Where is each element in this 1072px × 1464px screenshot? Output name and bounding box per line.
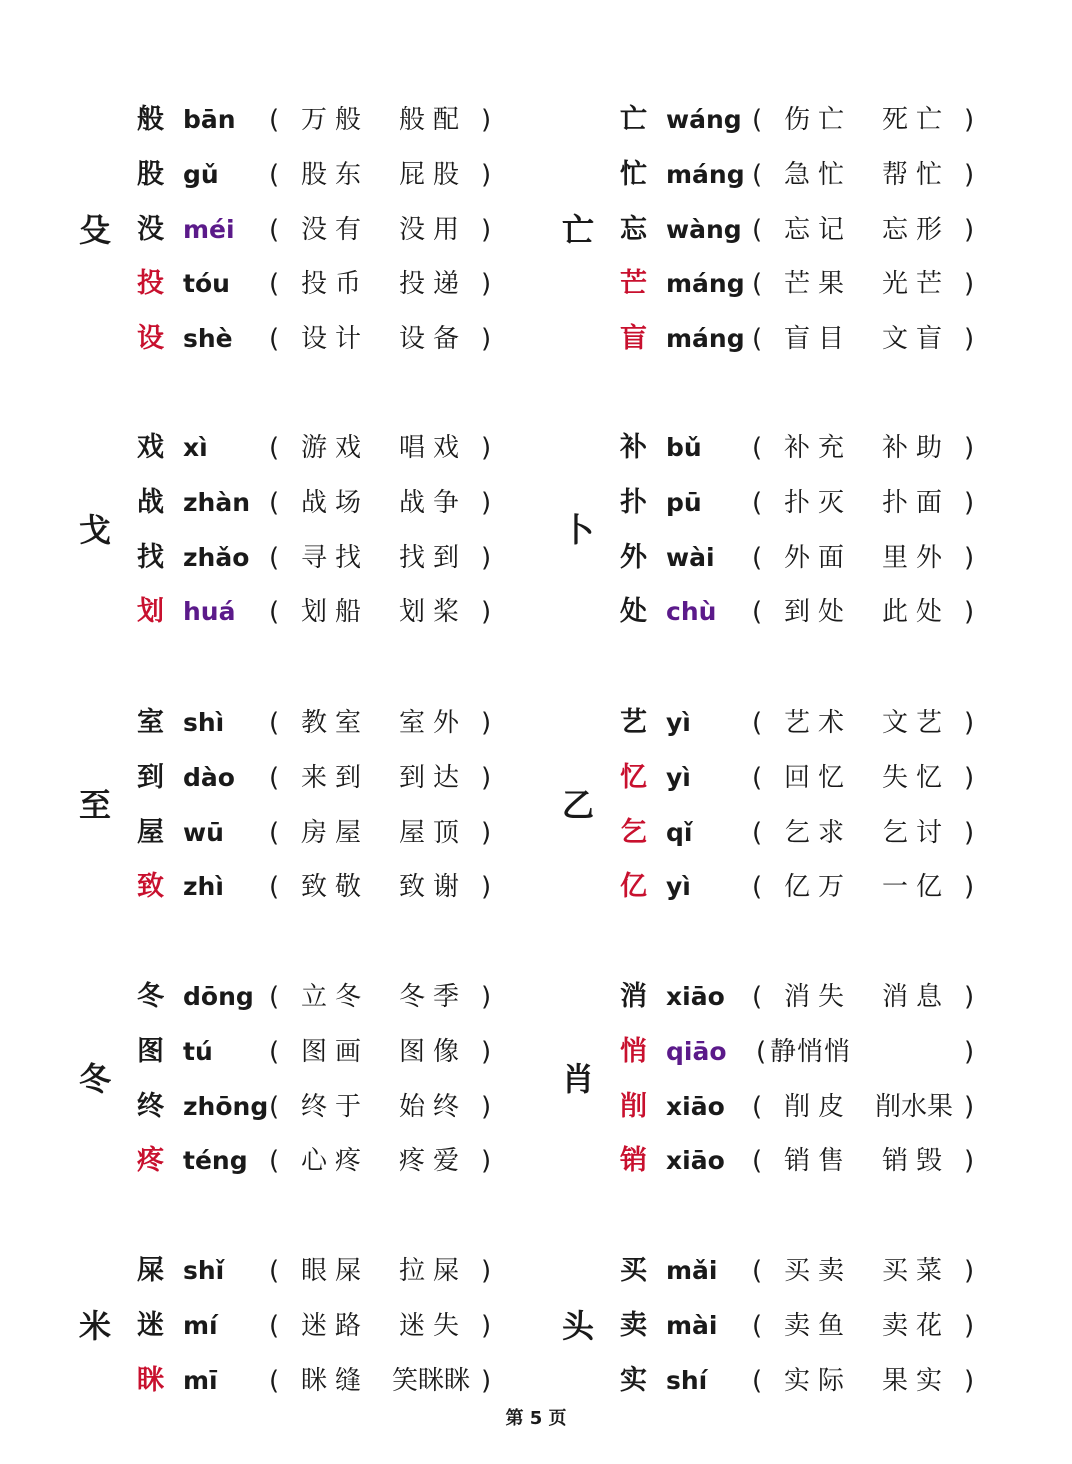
close-paren: ) (964, 597, 975, 628)
word-2: 笑眯眯 (392, 1365, 471, 1396)
pinyin: xiāo (666, 982, 725, 1011)
word-1: 投币 (301, 269, 370, 300)
character: 消 (620, 981, 647, 1012)
character: 扑 (620, 486, 647, 518)
close-paren: ) (481, 762, 492, 793)
character: 划 (137, 596, 164, 628)
pinyin: xiāo (666, 1146, 725, 1176)
open-paren: ( (269, 1365, 280, 1396)
word-2: 冬季 (399, 982, 468, 1012)
open-paren: ( (756, 1036, 767, 1067)
pinyin: pū (666, 487, 702, 517)
pinyin: wáng (666, 105, 742, 134)
word-2: 忘形 (882, 214, 951, 245)
word-1: 急忙 (784, 159, 853, 190)
word-1: 眼屎 (301, 1256, 370, 1286)
close-paren: ) (964, 542, 975, 573)
character: 卖 (620, 1309, 647, 1341)
close-paren: ) (481, 159, 492, 190)
close-paren: ) (964, 1036, 975, 1067)
word-1: 划船 (301, 597, 370, 628)
open-paren: ( (269, 542, 280, 573)
open-paren: ( (269, 324, 280, 355)
word-row (137, 1087, 517, 1127)
word-1: 回忆 (784, 762, 853, 793)
pinyin: mǎi (666, 1256, 718, 1285)
open-paren: ( (752, 542, 763, 573)
open-paren: ( (269, 105, 280, 135)
open-paren: ( (269, 1146, 280, 1177)
word-1: 游戏 (301, 433, 370, 463)
pinyin: tóu (183, 269, 230, 299)
close-paren: ) (964, 708, 975, 738)
pinyin: mài (666, 1310, 718, 1340)
close-paren: ) (964, 159, 975, 190)
pinyin: téng (183, 1146, 248, 1176)
pinyin: gǔ (183, 159, 219, 189)
word-2: 死亡 (882, 105, 951, 135)
open-paren: ( (269, 1091, 280, 1122)
word-2: 迷失 (399, 1310, 468, 1341)
word-row (620, 813, 1000, 853)
pinyin: zhǎo (183, 542, 250, 572)
character: 冬 (137, 981, 164, 1012)
character: 盲 (620, 323, 647, 355)
word-row (137, 867, 517, 907)
character: 找 (137, 541, 164, 573)
pinyin: wàng (666, 214, 742, 244)
open-paren: ( (752, 487, 763, 518)
word-row (620, 703, 1000, 743)
open-paren: ( (752, 433, 763, 463)
character: 致 (137, 871, 164, 903)
word-2: 划桨 (399, 597, 468, 628)
close-paren: ) (481, 1310, 492, 1341)
close-paren: ) (964, 105, 975, 135)
pinyin: zhōng (183, 1091, 269, 1121)
word-2: 般配 (399, 105, 468, 135)
word-row (137, 1141, 517, 1181)
word-1: 立冬 (301, 982, 370, 1012)
word-2: 文艺 (882, 708, 951, 738)
close-paren: ) (481, 597, 492, 628)
word-row (620, 867, 1000, 907)
word-row (620, 1032, 1000, 1072)
word-row (137, 813, 517, 853)
radical-char: 戈 (79, 511, 112, 550)
close-paren: ) (964, 1091, 975, 1122)
character: 忙 (620, 158, 647, 190)
word-2: 设备 (399, 324, 468, 355)
open-paren: ( (269, 762, 280, 793)
open-paren: ( (752, 159, 763, 190)
radical-char: 卜 (562, 511, 595, 550)
open-paren: ( (752, 597, 763, 628)
word-2: 屁股 (399, 159, 468, 190)
open-paren: ( (269, 487, 280, 518)
character: 实 (620, 1364, 647, 1396)
word-1: 迷路 (301, 1310, 370, 1341)
character: 图 (137, 1035, 164, 1067)
word-row (620, 1141, 1000, 1181)
pinyin: máng (666, 269, 745, 299)
close-paren: ) (964, 324, 975, 355)
word-row (620, 592, 1000, 632)
close-paren: ) (481, 269, 492, 300)
character: 屎 (137, 1255, 164, 1286)
close-paren: ) (964, 982, 975, 1012)
word-2: 找到 (399, 542, 468, 573)
close-paren: ) (481, 542, 492, 573)
open-paren: ( (269, 1036, 280, 1067)
word-2: 帮忙 (882, 159, 951, 190)
word-2: 战争 (399, 487, 468, 518)
word-row (137, 155, 517, 195)
word-row (620, 100, 1000, 140)
word-2: 致谢 (399, 872, 468, 903)
word-1: 来到 (301, 762, 370, 793)
word-1: 寻找 (301, 542, 370, 573)
word-1: 战场 (301, 487, 370, 518)
word-2: 唱戏 (399, 433, 468, 463)
word-row (137, 1251, 517, 1291)
word-row (137, 483, 517, 523)
pinyin: qǐ (666, 817, 693, 847)
pinyin: shè (183, 324, 233, 354)
close-paren: ) (964, 1310, 975, 1341)
close-paren: ) (964, 214, 975, 245)
word-2: 没用 (399, 214, 468, 245)
close-paren: ) (964, 817, 975, 848)
character: 投 (137, 268, 164, 300)
word-2: 此处 (882, 597, 951, 628)
pinyin: zhàn (183, 487, 251, 517)
open-paren: ( (752, 982, 763, 1012)
pinyin: bǔ (666, 433, 702, 462)
word-1: 削皮 (784, 1091, 853, 1122)
pinyin: yì (666, 762, 691, 792)
pinyin: dōng (183, 982, 254, 1011)
open-paren: ( (269, 433, 280, 463)
word-1: 销售 (784, 1146, 853, 1177)
word-row (137, 703, 517, 743)
close-paren: ) (481, 487, 492, 518)
close-paren: ) (481, 214, 492, 245)
pinyin: yì (666, 708, 691, 737)
close-paren: ) (964, 872, 975, 903)
word-2: 到达 (399, 762, 468, 793)
pinyin: chù (666, 597, 717, 627)
word-1: 图画 (301, 1036, 370, 1067)
word-1: 扑灭 (784, 487, 853, 518)
word-1: 艺术 (784, 708, 853, 738)
word-row (620, 1087, 1000, 1127)
word-1: 补充 (784, 433, 853, 463)
pinyin: qiāo (666, 1036, 727, 1066)
character: 补 (620, 432, 647, 463)
radical-char: 肖 (562, 1060, 595, 1099)
character: 迷 (137, 1309, 164, 1341)
pinyin: bān (183, 105, 236, 134)
word-row (137, 758, 517, 798)
character: 般 (137, 104, 164, 135)
word-1: 致敬 (301, 872, 370, 903)
word-row (137, 319, 517, 359)
word-1: 伤亡 (784, 105, 853, 135)
character: 眯 (137, 1364, 164, 1396)
word-row (137, 100, 517, 140)
word-2: 乞讨 (882, 817, 951, 848)
character: 室 (137, 707, 164, 738)
word-1: 教室 (301, 708, 370, 738)
word-1: 终于 (301, 1091, 370, 1122)
character: 亿 (620, 871, 647, 903)
word-2: 拉屎 (399, 1256, 468, 1286)
word-2: 文盲 (882, 324, 951, 355)
character: 忘 (620, 213, 647, 245)
close-paren: ) (481, 982, 492, 1012)
word-row (620, 210, 1000, 250)
open-paren: ( (269, 872, 280, 903)
radical-char: 冬 (79, 1060, 112, 1099)
character: 芒 (620, 268, 647, 300)
word-row (620, 538, 1000, 578)
close-paren: ) (481, 1256, 492, 1286)
pinyin: huá (183, 597, 236, 627)
word-2: 销毁 (882, 1146, 951, 1177)
close-paren: ) (481, 1091, 492, 1122)
word-1: 眯缝 (301, 1365, 370, 1396)
word-1: 实际 (784, 1365, 853, 1396)
word-1: 股东 (301, 159, 370, 190)
word-1: 忘记 (784, 214, 853, 245)
word-1: 万般 (301, 105, 370, 135)
word-2: 屋顶 (399, 817, 468, 848)
open-paren: ( (752, 1256, 763, 1286)
open-paren: ( (752, 1091, 763, 1122)
open-paren: ( (269, 269, 280, 300)
character: 没 (137, 213, 164, 245)
open-paren: ( (269, 1310, 280, 1341)
word-row (137, 538, 517, 578)
radical-char: 米 (79, 1306, 112, 1345)
word-row (620, 1306, 1000, 1346)
radical-char: 亡 (562, 210, 595, 249)
close-paren: ) (964, 1365, 975, 1396)
open-paren: ( (752, 324, 763, 355)
pinyin: xiāo (666, 1091, 725, 1121)
character: 屋 (137, 816, 164, 848)
word-row (620, 428, 1000, 468)
word-row (620, 483, 1000, 523)
word-2: 始终 (399, 1091, 468, 1122)
character: 戏 (137, 432, 164, 463)
open-paren: ( (269, 1256, 280, 1286)
pinyin: méi (183, 214, 235, 244)
close-paren: ) (481, 817, 492, 848)
radical-char: 殳 (79, 210, 112, 249)
word-1: 芒果 (784, 269, 853, 300)
open-paren: ( (752, 1146, 763, 1177)
open-paren: ( (752, 872, 763, 903)
open-paren: ( (269, 214, 280, 245)
word-1: 静悄悄 (770, 1036, 852, 1067)
word-1: 没有 (301, 214, 370, 245)
pinyin: shì (183, 708, 225, 737)
word-2: 消息 (882, 982, 951, 1012)
word-row (137, 264, 517, 304)
word-1: 外面 (784, 542, 853, 573)
pinyin: mí (183, 1310, 218, 1340)
word-1: 心疼 (301, 1146, 370, 1177)
character: 疼 (137, 1145, 164, 1177)
radical-char: 头 (562, 1306, 595, 1345)
word-2: 削水果 (875, 1091, 954, 1122)
close-paren: ) (481, 708, 492, 738)
word-1: 到处 (784, 597, 853, 628)
pinyin: shí (666, 1365, 708, 1395)
word-row (620, 758, 1000, 798)
word-row (620, 1251, 1000, 1291)
character: 外 (620, 541, 647, 573)
character: 到 (137, 761, 164, 793)
open-paren: ( (752, 1365, 763, 1396)
character: 乞 (620, 816, 647, 848)
character: 削 (620, 1090, 647, 1122)
open-paren: ( (269, 159, 280, 190)
open-paren: ( (752, 708, 763, 738)
close-paren: ) (481, 433, 492, 463)
pinyin: máng (666, 159, 745, 189)
word-2: 买菜 (882, 1256, 951, 1286)
word-1: 盲目 (784, 324, 853, 355)
word-2: 失忆 (882, 762, 951, 793)
pinyin: wū (183, 817, 224, 847)
page-number: 第 5 页 (505, 1408, 567, 1429)
close-paren: ) (481, 324, 492, 355)
open-paren: ( (752, 105, 763, 135)
character: 艺 (620, 707, 647, 738)
character: 悄 (620, 1035, 647, 1067)
close-paren: ) (964, 487, 975, 518)
close-paren: ) (481, 1365, 492, 1396)
open-paren: ( (269, 982, 280, 1012)
word-1: 亿万 (784, 872, 853, 903)
word-2: 投递 (399, 269, 468, 300)
word-row (137, 592, 517, 632)
word-row (137, 428, 517, 468)
character: 销 (620, 1145, 647, 1177)
close-paren: ) (964, 1256, 975, 1286)
close-paren: ) (481, 1146, 492, 1177)
open-paren: ( (269, 708, 280, 738)
word-2: 补助 (882, 433, 951, 463)
word-row (137, 1306, 517, 1346)
word-2: 疼爱 (399, 1146, 468, 1177)
word-1: 买卖 (784, 1256, 853, 1286)
word-row (137, 1032, 517, 1072)
character: 处 (620, 596, 647, 628)
close-paren: ) (481, 872, 492, 903)
word-row (620, 319, 1000, 359)
pinyin: wài (666, 542, 715, 572)
radical-char: 至 (79, 786, 112, 825)
character: 设 (137, 323, 164, 355)
open-paren: ( (269, 597, 280, 628)
character: 战 (137, 486, 164, 518)
word-row (137, 977, 517, 1017)
pinyin: zhì (183, 872, 224, 902)
character: 买 (620, 1255, 647, 1286)
pinyin: dào (183, 762, 235, 792)
close-paren: ) (964, 762, 975, 793)
word-2: 卖花 (882, 1310, 951, 1341)
open-paren: ( (752, 1310, 763, 1341)
word-1: 房屋 (301, 817, 370, 848)
word-1: 卖鱼 (784, 1310, 853, 1341)
word-row (137, 1361, 517, 1401)
pinyin: mī (183, 1365, 218, 1395)
word-row (620, 155, 1000, 195)
open-paren: ( (752, 762, 763, 793)
word-2: 室外 (399, 708, 468, 738)
word-1: 设计 (301, 324, 370, 355)
word-row (620, 977, 1000, 1017)
pinyin: máng (666, 324, 745, 354)
word-2: 扑面 (882, 487, 951, 518)
close-paren: ) (481, 105, 492, 135)
character: 忆 (620, 761, 647, 793)
word-2: 一亿 (882, 872, 951, 903)
open-paren: ( (752, 817, 763, 848)
word-2: 光芒 (882, 269, 951, 300)
close-paren: ) (481, 1036, 492, 1067)
character: 亡 (620, 104, 647, 135)
word-row (620, 264, 1000, 304)
pinyin: xì (183, 433, 208, 462)
word-1: 乞求 (784, 817, 853, 848)
open-paren: ( (269, 817, 280, 848)
open-paren: ( (752, 269, 763, 300)
pinyin: shǐ (183, 1256, 225, 1285)
pinyin: yì (666, 872, 691, 902)
pinyin: tú (183, 1036, 213, 1066)
word-row (620, 1361, 1000, 1401)
radical-char: 乙 (562, 786, 595, 825)
word-1: 消失 (784, 982, 853, 1012)
word-2: 图像 (399, 1036, 468, 1067)
character: 终 (137, 1090, 164, 1122)
close-paren: ) (964, 1146, 975, 1177)
word-2: 里外 (882, 542, 951, 573)
word-2: 果实 (882, 1365, 951, 1396)
close-paren: ) (964, 269, 975, 300)
word-row (137, 210, 517, 250)
close-paren: ) (964, 433, 975, 463)
character: 股 (137, 158, 164, 190)
open-paren: ( (752, 214, 763, 245)
